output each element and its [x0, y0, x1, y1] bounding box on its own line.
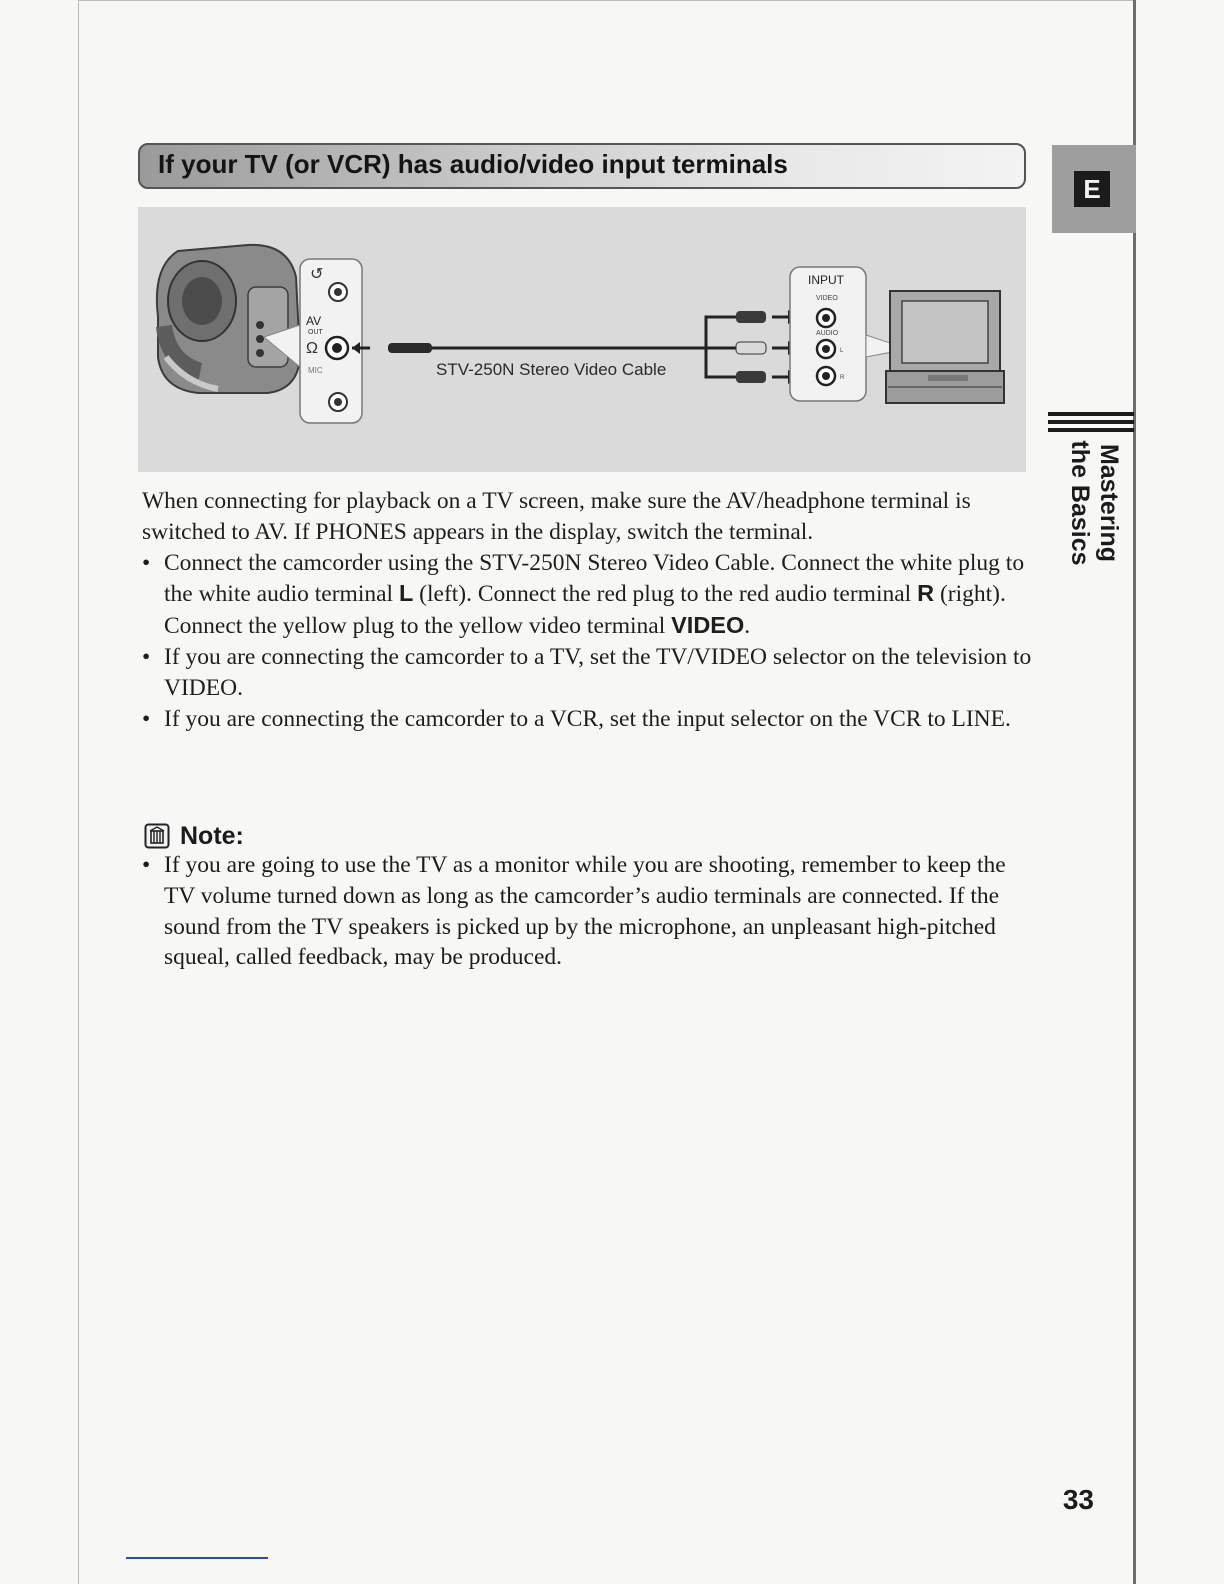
memo-icon	[144, 823, 170, 849]
page-number: 33	[1062, 1484, 1094, 1515]
page-edge-left	[78, 0, 79, 1584]
bottom-mark	[126, 1557, 268, 1559]
bullet1-part2: (left). Connect the red plug to the red audio terminal	[413, 581, 918, 608]
terminal-l-label: L	[398, 580, 414, 607]
input-left-label: L	[840, 348, 844, 354]
list-item: • If you are connecting the camcorder to a VCR, set the input selector on the VCR to LINE.	[142, 704, 1032, 735]
camcorder-illustration	[156, 245, 300, 393]
note-heading	[144, 818, 244, 854]
body-text	[142, 486, 1032, 734]
list-item: • If you are connecting the camcorder to a TV, set the TV/VIDEO selector on the television to VIDEO.	[142, 642, 1032, 704]
out-label: OUT	[308, 329, 323, 336]
svg-text:Ω: Ω	[306, 340, 318, 357]
av-label: AV	[306, 314, 322, 328]
note-title: Note:	[180, 821, 244, 850]
input-audio-label: AUDIO	[816, 330, 839, 337]
tv-illustration	[886, 291, 1004, 403]
note-list	[142, 850, 1032, 973]
bullet1-part1: Connect the camcorder using the STV-250N Stereo Video Cable. Connect the white plug to the white audio terminal	[164, 549, 1025, 608]
input-title: INPUT	[808, 273, 844, 287]
input-video-label: VIDEO	[816, 295, 838, 302]
top-rule	[78, 0, 1136, 1]
list-item	[142, 548, 1032, 642]
terminal-video-label: VIDEO	[671, 612, 745, 639]
note-body	[142, 850, 1032, 973]
instruction-list	[142, 548, 1032, 735]
connection-diagram-svg	[138, 207, 1026, 472]
connection-diagram	[138, 207, 1026, 472]
cable-label: STV-250N Stereo Video Cable	[436, 360, 667, 379]
list-item: • If you are going to use the TV as a monitor while you are shooting, remember to keep the TV volume turned down as long as the camcorder’s audio terminals are connected. If the sound from the TV speakers is picked up by the microphone, an unpleasant high-pitched squeal, called feedback, may be produced.	[142, 850, 1032, 973]
terminal-r-label: R	[917, 580, 935, 607]
side-bars	[1048, 412, 1134, 436]
section-heading: If your TV (or VCR) has audio/video input terminals	[158, 149, 788, 179]
input-right-label: R	[840, 375, 845, 381]
chapter-side-label	[1065, 440, 1123, 565]
bullet1-part4: .	[744, 613, 751, 640]
bullet1-part3: (right). Connect the yellow plug to the yellow video terminal	[164, 581, 1006, 640]
page-edge-right	[1133, 0, 1136, 1584]
chapter-label-line1: Mastering	[1095, 443, 1123, 563]
intro-paragraph: When connecting for playback on a TV screen, make sure the AV/headphone terminal is switched to AV. If PHONES appears in the display, switch the terminal.	[142, 488, 971, 545]
svg-text:↺: ↺	[310, 266, 324, 283]
language-tab	[1052, 145, 1136, 233]
chapter-label-line2: the Basics	[1066, 440, 1094, 566]
mic-label: MIC	[308, 366, 323, 375]
section-heading-bar	[138, 143, 1026, 189]
language-tab-letter: E	[1074, 171, 1110, 207]
